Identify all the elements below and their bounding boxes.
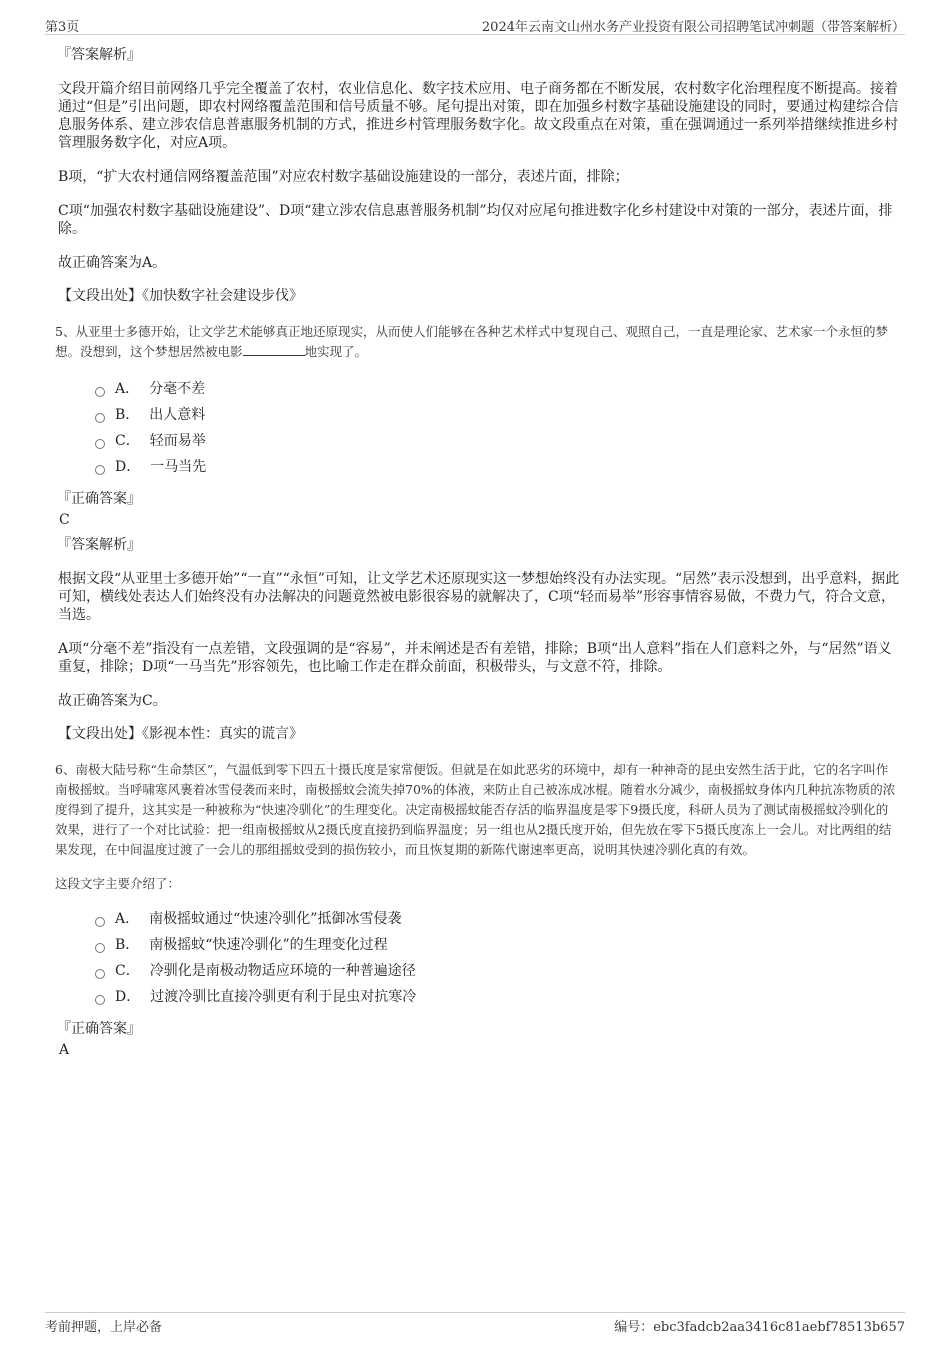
analysis-tag-q5: 『答案解析』 <box>57 537 141 553</box>
question-5 <box>55 322 900 362</box>
analysis-paragraph: 根据文段“从亚里士多德开始”“一直”“永恒”可知，让文学艺术还原现实这一梦想始终没有办法实现。“居然”表示没想到，出乎意料，据此可知，横线处表达人们始终没有办法解决的问题竟然被电影很容易的就解决了，C项“轻而易举”形容事情容易做，不费力气，符合文意，当选。 <box>58 571 900 623</box>
page-number: 第3页 <box>45 20 80 35</box>
analysis-tag-q4: 『答案解析』 <box>57 47 141 63</box>
option-a[interactable] <box>95 376 900 402</box>
option-d[interactable] <box>95 454 900 480</box>
option-b[interactable] <box>95 932 900 958</box>
answer-q6: A <box>59 1042 70 1058</box>
option-letter: C． <box>115 963 140 979</box>
option-text: 分毫不差 <box>149 381 206 397</box>
option-b[interactable] <box>95 402 900 428</box>
options-q6 <box>95 906 900 1010</box>
option-text: 出人意料 <box>149 407 206 423</box>
option-letter: D． <box>115 989 141 1005</box>
radio-icon[interactable] <box>95 917 105 927</box>
option-letter: B． <box>115 407 140 423</box>
footer-slogan: 考前押题，上岸必备 <box>45 1320 163 1335</box>
option-c[interactable] <box>95 428 900 454</box>
option-text: 轻而易举 <box>149 433 206 449</box>
option-letter: D． <box>115 459 141 475</box>
analysis-paragraph: C项“加强农村数字基础设施建设”、D项“建立涉农信息惠普服务机制”均仅对应尾句推进数字化乡村建设中对策的一部分，表述片面，排除。 <box>58 203 893 237</box>
radio-icon[interactable] <box>95 995 105 1005</box>
question-6: 6、南极大陆号称“生命禁区”，气温低到零下四五十摄氏度是家常便饭。但就是在如此恶劣的环境中，却有一种神奇的昆虫安然生活于此，它的名字叫作南极摇蚊。当呼啸寒风裹着冰雪侵袭而来时，南极摇蚊会流失掉70%的体液，来防止自己被冻成冰棍。随着水分减少，南极摇蚊身体内几种抗冻物质的浓度得到了提升，这其实是一种被称为“快速冷驯化”的生理变化。决定南极摇蚊能否存活的临界温度是零下9摄氏度，科研人员为了测试南极摇蚊冷驯化的效果，进行了一个对比试验：把一组南极摇蚊从2摄氏度直接扔到临界温度；另一组也从2摄氏度开始，但先放在零下5摄氏度冻上一会儿。对比两组的结果发现，在中间温度过渡了一会儿的那组摇蚊受到的损伤较小，而且恢复期的新陈代谢速率更高，说明其快速冷驯化真的有效。 <box>55 762 896 857</box>
analysis-paragraph: B项，“扩大农村通信网络覆盖范围”对应农村数字基础设施建设的一部分，表述片面，排除； <box>58 169 629 185</box>
radio-icon[interactable] <box>95 943 105 953</box>
option-letter: B． <box>115 937 140 953</box>
radio-icon[interactable] <box>95 465 105 475</box>
document-code: 编号：ebc3fadcb2aa3416c81aebf78513b657 <box>614 1320 905 1335</box>
analysis-q5 <box>58 570 900 710</box>
options-q5 <box>95 376 900 480</box>
question-6-prompt: 这段文字主要介绍了： <box>55 876 181 891</box>
option-text: 南极摇蚊“快速冷驯化”的生理变化过程 <box>149 937 388 953</box>
source-q4: 【文段出处】《加快数字社会建设步伐》 <box>58 288 303 304</box>
answer-q5: C <box>59 512 70 528</box>
option-letter: A． <box>115 381 140 397</box>
option-a[interactable] <box>95 906 900 932</box>
option-text: 南极摇蚊通过“快速冷驯化”抵御冰雪侵袭 <box>149 911 402 927</box>
option-c[interactable] <box>95 958 900 984</box>
document-title: 2024年云南文山州水务产业投资有限公司招聘笔试冲刺题（带答案解析） <box>481 20 905 35</box>
answer-tag-q6: 『正确答案』 <box>57 1021 141 1037</box>
option-letter: A． <box>115 911 140 927</box>
option-text: 过渡冷驯比直接冷驯更有利于昆虫对抗寒冷 <box>150 989 417 1005</box>
page-footer <box>45 1312 905 1335</box>
question-5-text: 5、从亚里士多德开始，让文学艺术能够真正地还原现实，从而使人们能够在各种艺术样式中复现自己、观照自己，一直是理论家、艺术家一个永恒的梦想。没想到，这个梦想居然被电影 <box>55 324 888 359</box>
page-header <box>45 14 905 35</box>
option-text: 冷驯化是南极动物适应环境的一种普遍途径 <box>149 963 416 979</box>
option-text: 一马当先 <box>150 459 207 475</box>
source-q5: 【文段出处】《影视本性：真实的谎言》 <box>58 726 303 742</box>
analysis-paragraph: A项“分毫不差”指没有一点差错，文段强调的是“容易”，并未阐述是否有差错，排除；B项“出人意料”指在人们意料之外，与“居然”语义重复，排除；D项“一马当先”形容领先，也比喻工作走在群众前面，积极带头，与文意不符，排除。 <box>58 641 892 675</box>
analysis-paragraph: 文段开篇介绍目前网络几乎完全覆盖了农村，农业信息化、数字技术应用、电子商务都在不断发展，农村数字化治理程度不断提高。接着通过“但是”引出问题，即农村网络覆盖范围和信号质量不够。尾句提出对策，即在加强乡村数字基础设施建设的同时，要通过构建综合信息服务体系、建立涉农信息普惠服务机制的方式，推进乡村管理服务数字化。故文段重点在对策，重在强调通过一系列举措继续推进乡村管理服务数字化，对应A项。 <box>58 81 899 151</box>
radio-icon[interactable] <box>95 413 105 423</box>
analysis-paragraph: 故正确答案为C。 <box>58 693 167 709</box>
analysis-paragraph: 故正确答案为A。 <box>58 255 167 271</box>
main-content <box>55 44 900 1064</box>
radio-icon[interactable] <box>95 387 105 397</box>
question-5-text-end: 地实现了。 <box>304 344 368 359</box>
option-letter: C． <box>115 433 140 449</box>
analysis-q4 <box>58 80 900 272</box>
radio-icon[interactable] <box>95 439 105 449</box>
fill-blank <box>243 343 305 356</box>
radio-icon[interactable] <box>95 969 105 979</box>
option-d[interactable] <box>95 984 900 1010</box>
answer-tag-q5: 『正确答案』 <box>57 491 141 507</box>
